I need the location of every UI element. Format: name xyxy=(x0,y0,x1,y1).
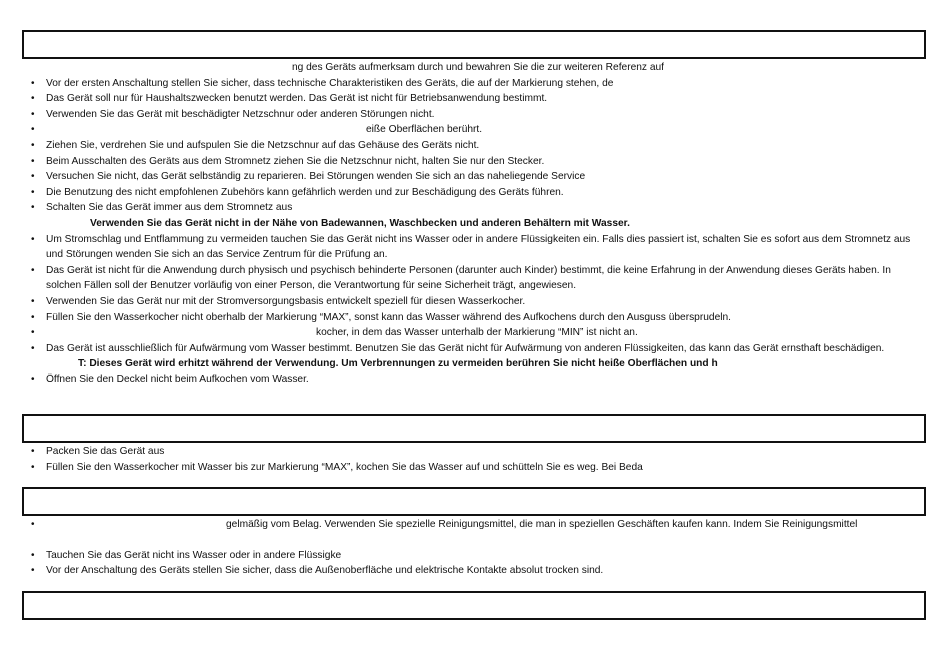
list-item: • Tauchen Sie das Gerät nicht ins Wasser oder in andere Flüssigke xyxy=(28,548,928,564)
section-header-box-3 xyxy=(22,487,926,516)
list-item xyxy=(28,517,928,533)
list-item: • Das Gerät ist nicht für die Anwendung durch physisch und psychisch behinderte Personen (darunter auch Kinder) bestimmt, die keine Erfahrung in der Anwendung dieses Geräts haben. In solchen Fällen soll der Benutzer vorläufig von einer Person, die Verantwortung für seine Sicherheit trägt, angewiesen. xyxy=(28,263,928,294)
before-first-use-list xyxy=(28,444,928,475)
list-item: • Öffnen Sie den Deckel nicht beim Aufkochen vom Wasser. xyxy=(28,372,928,388)
safety-instructions-list xyxy=(28,60,928,387)
list-item: • Verwenden Sie das Gerät mit beschädigter Netzschnur oder anderen Störungen nicht. xyxy=(28,107,928,123)
list-item: • Das Gerät soll nur für Haushaltszwecken benutzt werden. Das Gerät ist nicht für Betriebsanwendung bestimmt. xyxy=(28,91,928,107)
list-item-text: gelmäßig vom Belag. Verwenden Sie spezielle Reinigungsmittel, die man in speziellen Geschäften kaufen kann. Indem Sie Reinigungsmittel xyxy=(226,519,858,530)
intro-line: ng des Geräts aufmerksam durch und bewahren Sie die zur weiteren Referenz auf xyxy=(291,62,665,73)
list-item xyxy=(28,325,928,341)
list-item: • Ziehen Sie, verdrehen Sie und aufspulen Sie die Netzschnur auf das Gehäuse des Geräts nicht. xyxy=(28,138,928,154)
list-item xyxy=(28,122,928,138)
section-header-box-2 xyxy=(22,414,926,443)
list-item: • Vor der Anschaltung des Geräts stellen Sie sicher, dass die Außenoberfläche und elektrische Kontakte absolut trocken sind. xyxy=(28,563,928,579)
list-item: • Schalten Sie das Gerät immer aus dem Stromnetz aus xyxy=(28,200,928,216)
list-item: • Füllen Sie den Wasserkocher mit Wasser bis zur Markierung “MAX”, kochen Sie das Wasser auf und schütteln Sie es weg. Bei Beda xyxy=(28,460,928,476)
warning-line: T: Dieses Gerät wird erhitzt während der Verwendung. Um Verbrennungen zu vermeiden berühren Sie nicht heiße Oberflächen und h xyxy=(78,358,718,370)
section-header-box-1 xyxy=(22,30,926,59)
warning-line: Verwenden Sie das Gerät nicht in der Nähe von Badewannen, Waschbecken und anderen Behältern mit Wasser. xyxy=(90,217,630,229)
list-item: • Packen Sie das Gerät aus xyxy=(28,444,928,460)
cleaning-list xyxy=(28,517,928,579)
spacer xyxy=(28,533,928,548)
list-item: • Füllen Sie den Wasserkocher nicht oberhalb der Markierung “MAX”, sonst kann das Wasser während des Aufkochens durch den Ausguss übersprudeln. xyxy=(28,310,928,326)
list-item: • Beim Ausschalten des Geräts aus dem Stromnetz ziehen Sie die Netzschnur nicht, halten Sie nur den Stecker. xyxy=(28,154,928,170)
list-item: • Vor der ersten Anschaltung stellen Sie sicher, dass technische Charakteristiken des Geräts, die auf der Markierung stehen, de xyxy=(28,76,928,92)
list-item: • Verwenden Sie das Gerät nur mit der Stromversorgungsbasis entwickelt speziell für diesen Wasserkocher. xyxy=(28,294,928,310)
list-item: • Das Gerät ist ausschließlich für Aufwärmung vom Wasser bestimmt. Benutzen Sie das Gerät nicht für Aufwärmung von anderen Flüssigkeiten, das kann das Gerät ernsthaft beschädigen. xyxy=(28,341,928,357)
list-item-text: kocher, in dem das Wasser unterhalb der Markierung “MIN” ist nicht an. xyxy=(316,327,638,339)
list-item: • Die Benutzung des nicht empfohlenen Zubehörs kann gefährlich werden und zur Beschädigung des Geräts führen. xyxy=(28,185,928,201)
list-item: • Versuchen Sie nicht, das Gerät selbständig zu reparieren. Bei Störungen wenden Sie sich an das naheliegende Service xyxy=(28,169,928,185)
list-item-text: eiße Oberflächen berührt. xyxy=(366,124,483,136)
section-header-box-4 xyxy=(22,591,926,620)
list-item: • Um Stromschlag und Entflammung zu vermeiden tauchen Sie das Gerät nicht ins Wasser oder in andere Flüssigkeiten ein. Falls dies passiert ist, schalten Sie es sofort aus dem Stromnetz aus und Störungen wenden Sie sich an das Service Zentrum für die Prüfung an. xyxy=(28,232,928,263)
